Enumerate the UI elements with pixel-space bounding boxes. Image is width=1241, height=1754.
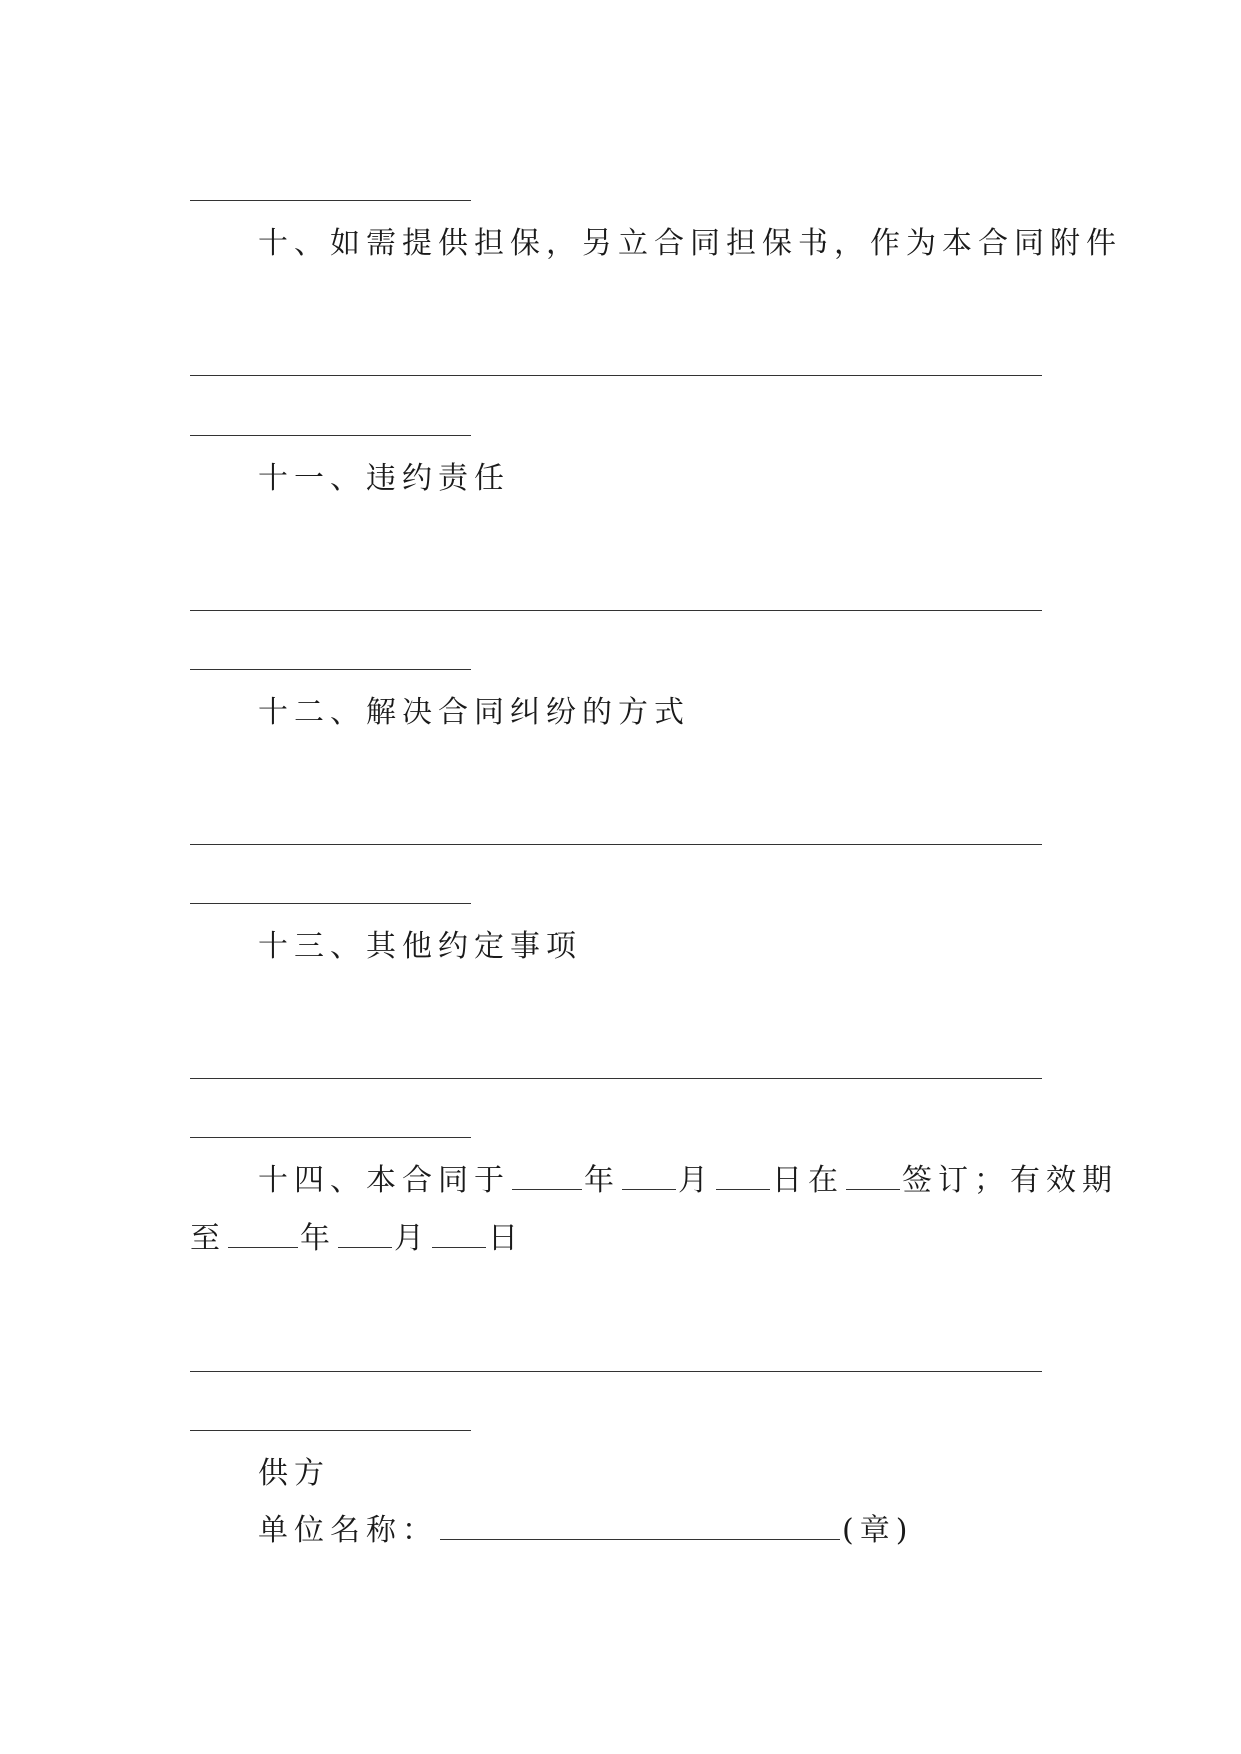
clause-13: 十三、其他约定事项	[258, 929, 582, 964]
to-day-blank[interactable]	[432, 1221, 486, 1248]
to-month-blank[interactable]	[338, 1221, 392, 1248]
fill-line	[190, 903, 471, 904]
day-blank[interactable]	[716, 1163, 770, 1190]
clause-14-line2	[190, 1221, 524, 1257]
fill-line	[190, 1137, 471, 1138]
to-month-label: 月	[394, 1221, 430, 1256]
fill-line	[190, 1078, 1042, 1079]
to-day-label: 日	[488, 1221, 524, 1256]
year-blank[interactable]	[512, 1163, 582, 1190]
seal-label: (章)	[842, 1513, 914, 1548]
day-at-label: 日在	[772, 1163, 844, 1198]
signed-label: 签订；有效期	[902, 1163, 1118, 1198]
supplier-label: 供方	[258, 1456, 330, 1491]
fill-line	[190, 1371, 1042, 1372]
clause-10: 十、如需提供担保，另立合同担保书，作为本合同附件	[258, 226, 1122, 261]
clause-11: 十一、违约责任	[258, 461, 510, 496]
clause-12: 十二、解决合同纠纷的方式	[258, 695, 690, 730]
clause-14-line1	[258, 1163, 1118, 1199]
fill-line	[190, 669, 471, 670]
month-blank[interactable]	[622, 1163, 676, 1190]
fill-line	[190, 375, 1042, 376]
unit-name-blank[interactable]	[440, 1513, 840, 1540]
year-label: 年	[584, 1163, 620, 1198]
fill-line	[190, 1430, 471, 1431]
to-year-label: 年	[300, 1221, 336, 1256]
to-year-blank[interactable]	[228, 1221, 298, 1248]
place-blank[interactable]	[846, 1163, 900, 1190]
fill-line	[190, 844, 1042, 845]
clause-14-prefix: 十四、本合同于	[258, 1163, 510, 1198]
month-label: 月	[678, 1163, 714, 1198]
unit-name-row	[258, 1513, 913, 1549]
fill-line	[190, 435, 471, 436]
unit-name-label: 单位名称：	[258, 1513, 438, 1548]
fill-line	[190, 610, 1042, 611]
fill-line	[190, 200, 471, 201]
to-label: 至	[190, 1221, 226, 1256]
